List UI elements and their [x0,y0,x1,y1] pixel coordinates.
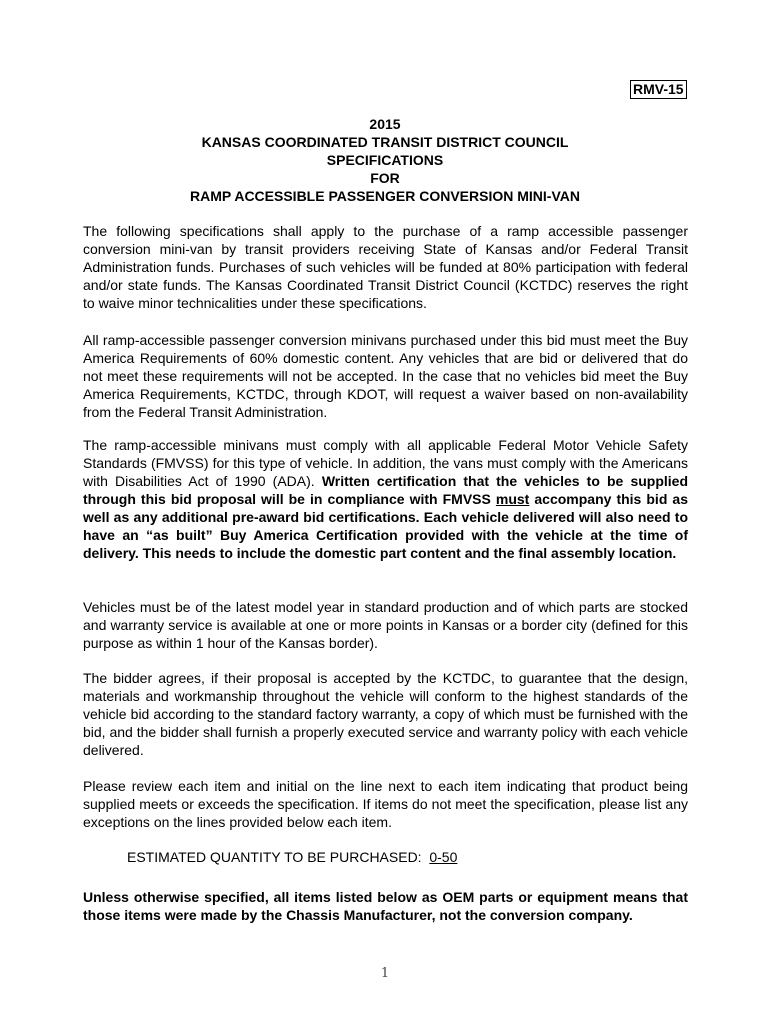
page-number: 1 [380,966,390,981]
document-id-box: RMV-15 [630,80,687,99]
paragraph-fmvss-certification-text: Written certification that the vehicles to be supplied through this bid proposal will be in compliance with FMVSS [83,473,689,507]
title-line-for: FOR [370,170,400,186]
estimated-quantity-value: 0-50 [429,849,458,865]
estimated-quantity [127,848,457,866]
title-block [0,115,770,205]
estimated-quantity-label: ESTIMATED QUANTITY TO BE PURCHASED: [127,849,430,865]
paragraph-fmvss-certification-text-continued: accompany this bid as well as any additional pre-award bid certifications. Each vehicle delivered will also need to have an “as built” Buy America Certification provided with the vehicle at the time of delivery. This needs to include the domestic part content and the final assembly location. [83,491,688,561]
paragraph-fmvss-compliance [83,436,688,562]
paragraph-warranty: The bidder agrees, if their proposal is accepted by the KCTDC, to guarantee that the design, materials and workmanship throughout the vehicle will conform to the highest standards of the vehicle bid according to the standard factory warranty, a copy of which must be furnished with the bid, and the bidder shall furnish a properly executed service and warranty policy with each vehicle delivered. [83,670,688,758]
paragraph-fmvss-text: The ramp-accessible minivans must comply with all applicable Federal Motor Vehicle Safety Standards (FMVSS) for this type of vehicle. In addition, the vans must comply with the Americans with Disabilities Act of 1990 (ADA). [83,437,688,489]
paragraph-oem-definition: Unless otherwise specified, all items listed below as OEM parts or equipment means that those items were made by the Chassis Manufacturer, not the conversion company. [83,889,688,923]
paragraph-model-year: Vehicles must be of the latest model year in standard production and of which parts are stocked and warranty service is available at one or more points in Kansas or a border city (defined for this purpose as within 1 hour of the Kansas border). [83,599,688,651]
title-line-subject: RAMP ACCESSIBLE PASSENGER CONVERSION MINI-VAN [190,188,580,204]
title-line-council: KANSAS COORDINATED TRANSIT DISTRICT COUNCIL [201,134,569,150]
title-year: 2015 [369,116,401,132]
paragraph-purpose: The following specifications shall apply to the purchase of a ramp accessible passenger conversion mini-van by transit providers receiving State of Kansas and/or Federal Transit Administration funds. Purchases of such vehicles will be funded at 80% participation with federal and/or state funds. The Kansas Coordinated Transit District Council (KCTDC) reserves the right to waive minor technicalities under these specifications. [83,223,688,311]
paragraph-fmvss-must-emphasis: must [495,491,530,507]
title-line-specifications: SPECIFICATIONS [326,152,444,168]
paragraph-buy-america: All ramp-accessible passenger conversion minivans purchased under this bid must meet the Buy America Requirements of 60% domestic content. Any vehicles that are bid or delivered that do not meet these requirements will not be accepted. In the case that no vehicles bid meet the Buy America Requirements, KCTDC, through KDOT, will request a waiver based on non-availability from the Federal Transit Administration. [83,332,688,420]
paragraph-review-instructions: Please review each item and initial on the line next to each item indicating that product being supplied meets or exceeds the specification. If items do not meet the specification, please list any exceptions on the lines provided below each item. [83,778,688,830]
